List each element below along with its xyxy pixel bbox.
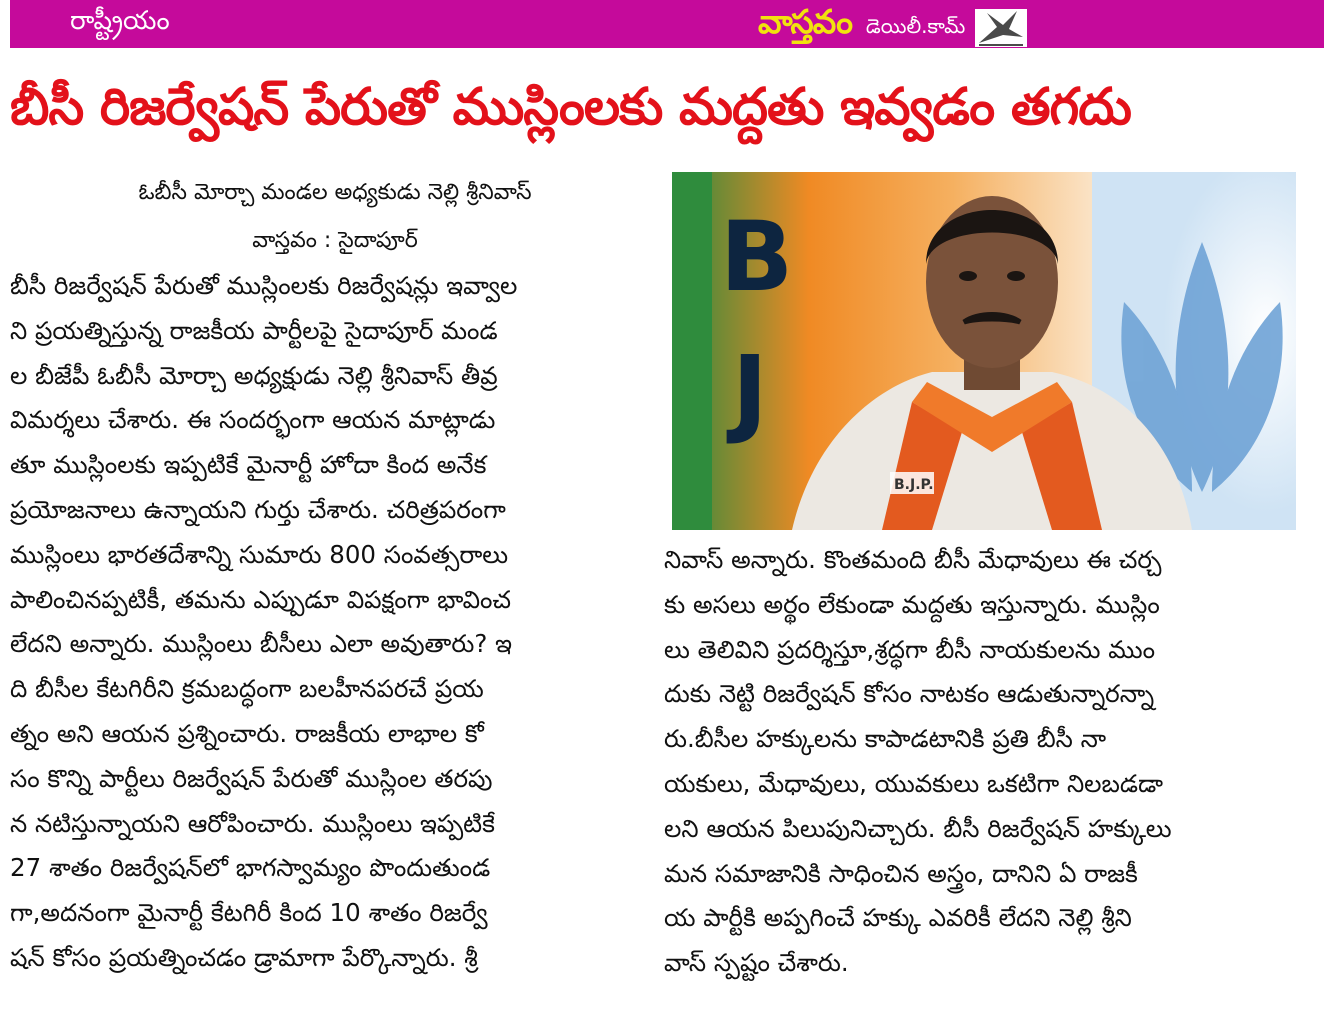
body-line: 27 శాతం రిజర్వేషన్‌లో భాగస్వామ్యం పొందుతుండ bbox=[10, 853, 491, 883]
body-line: న నటిస్తున్నాయని ఆరోపించారు. ముస్లింలు ఇప్పటికే bbox=[10, 808, 495, 838]
body-line: సం కొన్ని పార్టీలు రిజర్వేషన్ పేరుతో ముస్లింల తరపు bbox=[10, 763, 493, 793]
body-line: నివాస్ అన్నారు. కొంతమంది బీసీ మేధావులు ఈ చర్చ bbox=[664, 545, 1162, 574]
byline-dateline: వాస్తవం : సైదాపూర్ bbox=[252, 228, 418, 253]
body-line: వాస్ స్పష్టం చేశారు. bbox=[664, 948, 849, 978]
body-line: రు.బీసీల హక్కులను కాపాడటానికి ప్రతి బీసీ నా bbox=[664, 724, 1107, 754]
article-body-right bbox=[664, 538, 1294, 986]
body-line: ది బీసీల కేటగిరీని క్రమబద్ధంగా బలహీనపరచే ప్రయ bbox=[10, 674, 484, 704]
bird-icon bbox=[973, 7, 1029, 49]
body-line: ప్రయోజనాలు ఉన్నాయని గుర్తు చేశారు. చరిత్రపరంగా bbox=[10, 494, 506, 524]
body-line: తూ ముస్లింలకు ఇప్పటికే మైనార్టీ హోదా కింద అనేక bbox=[10, 450, 487, 480]
body-line: విమర్శలు చేశారు. ఈ సందర్భంగా ఆయన మాట్లాడు bbox=[10, 405, 496, 435]
brand-name: వాస్తవం bbox=[758, 2, 852, 41]
body-line: లని ఆయన పిలుపునిచ్చారు. బీసీ రిజర్వేషన్ హక్కులు bbox=[664, 813, 1172, 843]
banner-letter-j: J bbox=[732, 335, 768, 447]
body-line: ముస్లింలు భారతదేశాన్ని సుమారు 800 సంవత్సరాలు bbox=[10, 539, 509, 569]
body-line: లు తెలివిని ప్రదర్శిస్తూ,శ్రద్ధగా బీసీ నాయకులను ముం bbox=[664, 634, 1156, 664]
body-line: త్నం అని ఆయన ప్రశ్నించారు. రాజకీయ లాభాల కో bbox=[10, 718, 484, 748]
article-headline: బీసీ రిజర్వేషన్ పేరుతో ముస్లింలకు మద్దతు ఇవ్వడం తగదు bbox=[10, 78, 1131, 137]
top-banner bbox=[10, 0, 1324, 48]
body-line: ని ప్రయత్నిస్తున్న రాజకీయ పార్టీలపై సైదాపూర్ మండ bbox=[10, 315, 498, 345]
banner-letter-b: B bbox=[720, 201, 794, 313]
body-line: షన్ కోసం ప్రయత్నించడం డ్రామాగా పేర్కొన్నారు. శ్రీ bbox=[10, 942, 478, 972]
article-photo bbox=[672, 172, 1296, 530]
body-line: లేదని అన్నారు. ముస్లింలు బీసీలు ఎలా అవుతారు? ఇ bbox=[10, 629, 512, 659]
body-line: బీసీ రిజర్వేషన్ పేరుతో ముస్లింలకు రిజర్వేషన్లు ఇవ్వాల bbox=[10, 271, 518, 300]
badge-text: B.J.P. bbox=[894, 477, 934, 493]
body-line: పాలించినప్పటికీ, తమను ఎప్పుడూ విపక్షంగా భావించ bbox=[10, 584, 512, 614]
brand-domain: డెయిలీ.కామ్ bbox=[865, 14, 966, 38]
body-line: ల బీజేపీ ఓబీసీ మోర్చా అధ్యక్షుడు నెల్లి శ్రీనివాస్ తీవ్ర bbox=[10, 360, 498, 390]
section-name: రాష్ట్రీయం bbox=[70, 6, 170, 36]
byline-author: ఓబీసీ మోర్చా మండల అధ్యకుడు నెల్లి శ్రీనివాస్ bbox=[138, 180, 532, 205]
body-line: కు అసలు అర్థం లేకుండా మద్దతు ఇస్తున్నారు. ముస్లిం bbox=[664, 589, 1160, 619]
body-line: య పార్టీకి అప్పగించే హక్కు ఎవరికీ లేదని నెల్లి శ్రీని bbox=[664, 903, 1132, 933]
body-line: దుకు నెట్టి రిజర్వేషన్ కోసం నాటకం ఆడుతున్నారన్నా bbox=[664, 679, 1155, 709]
body-line: గా,అదనంగా మైనార్టీ కేటగిరీ కింద 10 శాతం రిజర్వే bbox=[10, 898, 488, 928]
body-line: మన సమాజానికి సాధించిన అస్త్రం, దానిని ఏ రాజకీ bbox=[664, 858, 1138, 888]
article-body-left bbox=[10, 264, 638, 981]
body-line: యకులు, మేధావులు, యువకులు ఒకటిగా నిలబడడా bbox=[664, 768, 1164, 798]
masthead bbox=[758, 2, 1029, 49]
photo-illustration bbox=[672, 172, 1296, 530]
